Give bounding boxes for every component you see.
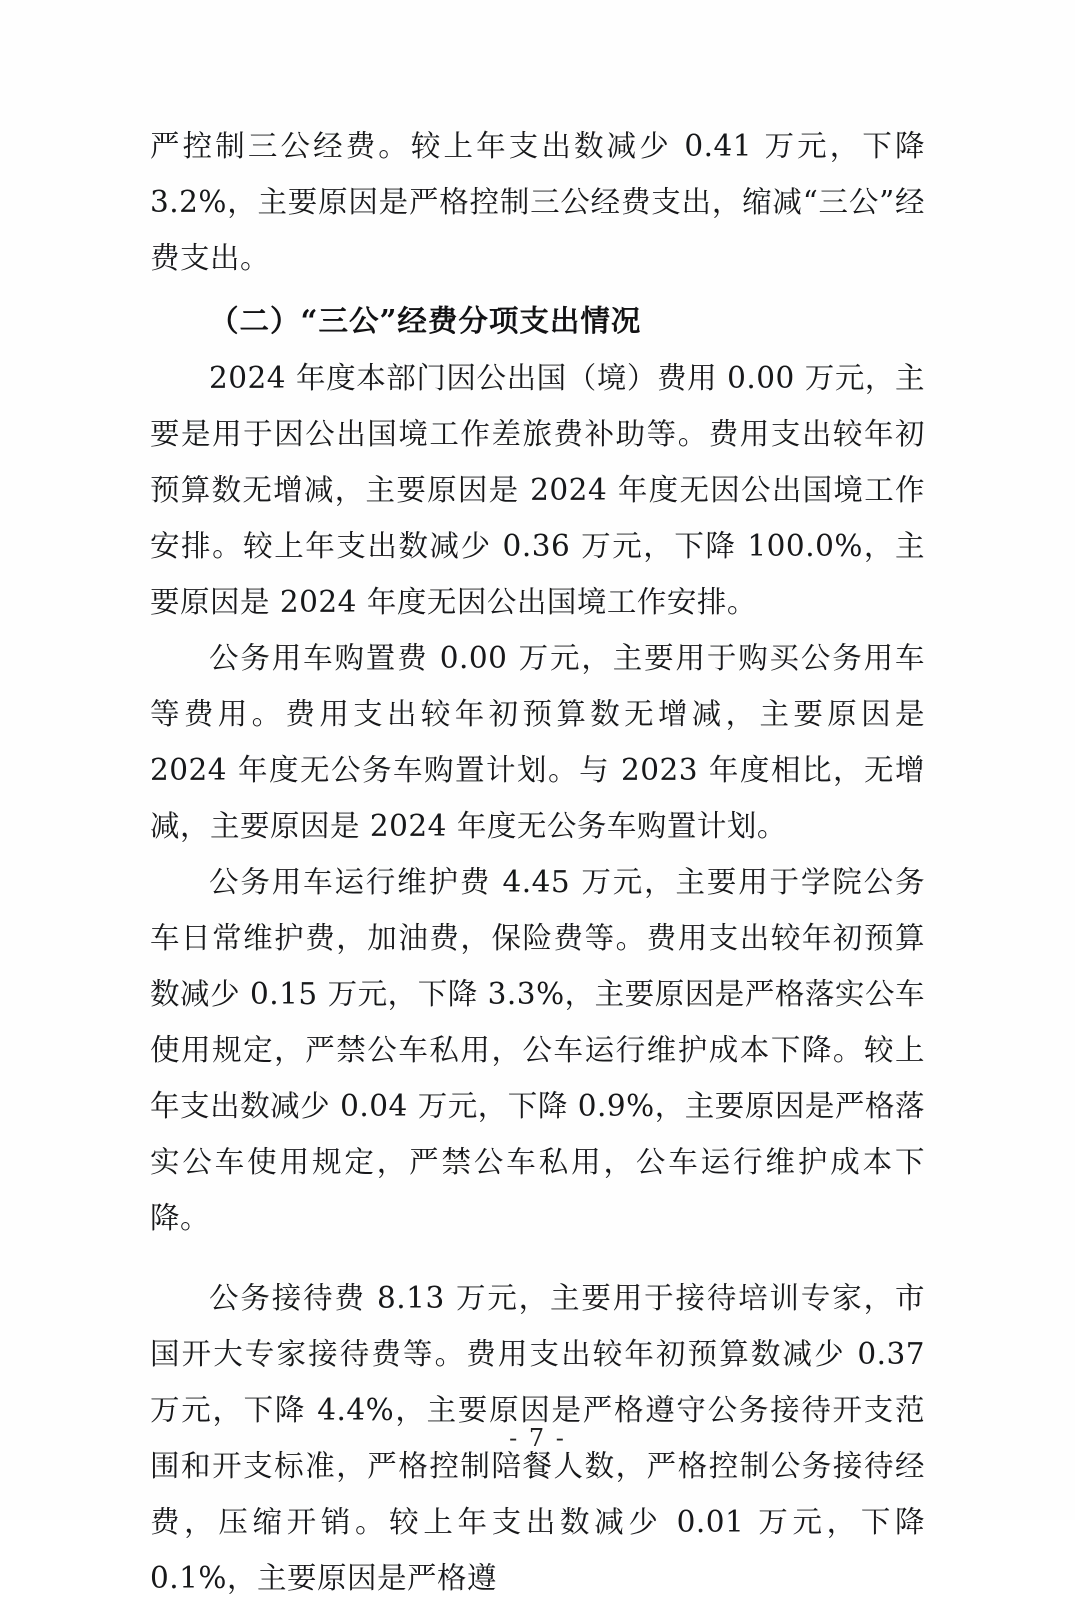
paragraph-official-hospitality-expense: 公务接待费 8.13 万元，主要用于接待培训专家，市国开大专家接待费等。费用支出较年初预算数减少 0.37 万元，下降 4.4%，主要原因是严格遵守公务接待开支范围和开支标准，严格控制陪餐人数，严格控制公务接待经费，压缩开销。较上年支出数减少 0.01 万元，下降 0.1%，主要原因是严格遵 [150, 1281, 925, 1595]
spacer [150, 1246, 925, 1270]
paragraph-vehicle-maintenance-expense: 公务用车运行维护费 4.45 万元，主要用于学院公务车日常维护费，加油费，保险费等。费用支出较年初预算数减少 0.15 万元，下降 3.3%，主要原因是严格落实公车使用规定，严禁公车私用，公车运行维护成本下降。较上年支出数减少 0.04 万元，下降 0.9%，主要原因是严格落实公车使用规定，严禁公车私用，公车运行维护成本下降。 [150, 865, 925, 1235]
page-number: - 7 - [509, 1424, 566, 1452]
paragraph-vehicle-purchase-expense: 公务用车购置费 0.00 万元，主要用于购买公务用车等费用。费用支出较年初预算数无增减，主要原因是 2024 年度无公务车购置计划。与 2023 年度相比，无增减，主要原因是 2024 年度无公务车购置计划。 [150, 641, 925, 843]
document-body [150, 118, 925, 1606]
paragraph-overseas-travel-expense: 2024 年度本部门因公出国（境）费用 0.00 万元，主要是用于因公出国境工作差旅费补助等。费用支出较年初预算数无增减，主要原因是 2024 年度无因公出国境工作安排。较上年支出数减少 0.36 万元，下降 100.0%，主要原因是 2024 年度无因公出国境工作安排。 [150, 361, 925, 619]
paragraph-continued-top: 严控制三公经费。较上年支出数减少 0.41 万元，下降 3.2%，主要原因是严格控制三公经费支出，缩减“三公”经费支出。 [150, 129, 925, 275]
section-heading: （二）“三公”经费分项支出情况 [209, 303, 642, 338]
